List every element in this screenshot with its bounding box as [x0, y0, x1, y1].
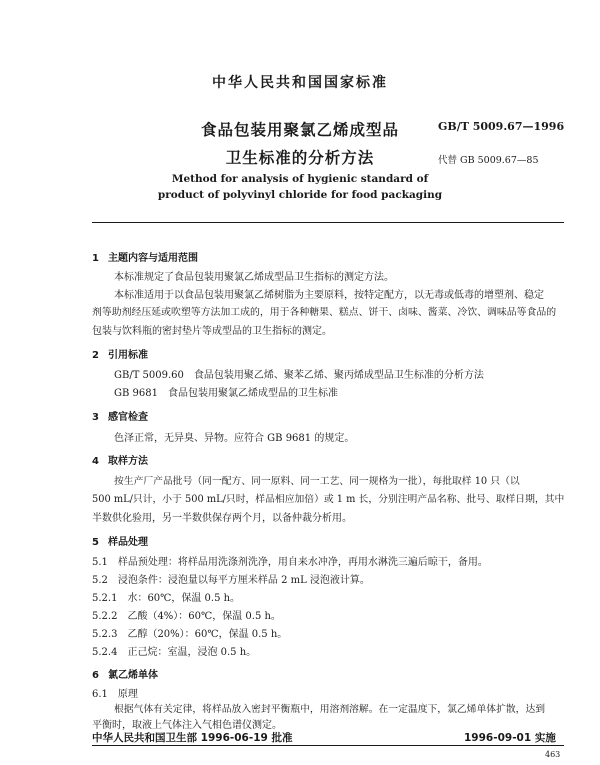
english-title-line2: product of polyvinyl chloride for food packaging [157, 189, 443, 201]
footer-divider [92, 745, 564, 746]
section-title: 主题内容与适用范围 [108, 253, 198, 264]
section-6-heading [92, 666, 158, 681]
clause-5-2-4: 5.2.4 正己烷：室温，浸泡 0.5 h。 [92, 647, 257, 658]
section-1-paragraph-2-line3: 包装与饮料瓶的密封垫片等成型品的卫生指标的测定。 [92, 326, 332, 337]
replaces-standard: 代替 GB 5009.67—85 [438, 155, 539, 166]
english-title-line1: Method for analysis of hygienic standard of [171, 173, 429, 185]
section-5-heading [92, 533, 148, 548]
section-1-paragraph-1: 本标准规定了食品包装用聚氯乙烯成型品卫生指标的测定方法。 [114, 272, 394, 283]
section-4-line3: 半数供化验用，另一半数供保存两个月，以备仲裁分析用。 [92, 513, 352, 524]
section-title: 氯乙烯单体 [108, 670, 158, 681]
page-number: 463 [545, 750, 561, 759]
section-4-heading [92, 452, 148, 467]
section-4-line2: 500 mL/只计，小于 500 mL/只时，样品相应加倍）或 1 m 长，分别注明产品名称、批号、取样日期，其中 [92, 494, 565, 505]
section-1-paragraph-2-line1: 本标准适用于以食品包装用聚氯乙烯树脂为主要原料，按特定配方，以无毒或低毒的增塑剂、稳定 [114, 290, 544, 301]
clause-5-1: 5.1 样品预处理：将样品用洗涤剂洗净，用自来水冲净，再用水淋洗三遍后晾干，备用。 [92, 557, 488, 568]
reference-standard-2: GB 9681 食品包装用聚氯乙烯成型品的卫生标准 [114, 388, 338, 399]
clause-5-2-3: 5.2.3 乙醇（20%）：60℃，保温 0.5 h。 [92, 629, 288, 640]
section-1-heading [92, 249, 198, 264]
section-number: 3 [92, 412, 99, 423]
section-number: 1 [92, 253, 99, 264]
section-2-heading [92, 346, 148, 361]
clause-6-1: 6.1 原理 [92, 689, 138, 700]
section-3-heading [92, 408, 148, 423]
section-3-paragraph: 色泽正常，无异臭、异物。应符合 GB 9681 的规定。 [114, 433, 355, 444]
section-number: 2 [92, 350, 99, 361]
section-number: 5 [92, 537, 99, 548]
section-title: 样品处理 [108, 537, 148, 548]
clause-5-2-2: 5.2.2 乙酸（4%）：60℃，保温 0.5 h。 [92, 611, 281, 622]
effective-date: 1996-09-01 实施 [464, 732, 556, 744]
approval-date: 中华人民共和国卫生部 1996-06-19 批准 [92, 732, 293, 744]
clause-5-2: 5.2 浸泡条件：浸泡量以每平方厘米样品 2 mL 浸泡液计算。 [92, 575, 370, 586]
section-6-line2: 平衡时，取液上气体注入气相色谱仪测定。 [92, 720, 282, 731]
section-title: 引用标准 [108, 350, 148, 361]
document-title-line1: 食品包装用聚氯乙烯成型品 [200, 121, 399, 139]
section-1-paragraph-2-line2: 剂等助剂经压延或吹塑等方法加工成的，用于各种糖果、糕点、饼干、卤味、酱菜、冷饮、调味品等食品的 [92, 307, 557, 318]
section-4-line1: 按生产厂产品批号（同一配方、同一原料、同一工艺、同一规格为一批），每批取样 10 只（以 [114, 476, 520, 487]
section-number: 4 [92, 456, 99, 467]
section-6-line1: 根据气体有关定律，将样品放入密封平衡瓶中，用溶剂溶解。在一定温度下，氯乙烯单体扩散，达到 [114, 704, 546, 715]
section-number: 6 [92, 670, 99, 681]
document-title-line2: 卫生标准的分析方法 [225, 149, 375, 167]
standard-number: GB/T 5009.67—1996 [438, 120, 565, 133]
section-title: 取样方法 [108, 456, 148, 467]
header-divider [92, 222, 564, 223]
clause-5-2-1: 5.2.1 水：60℃，保温 0.5 h。 [92, 593, 241, 604]
section-title: 感官检查 [108, 412, 148, 423]
issuing-authority-heading: 中华人民共和国国家标准 [212, 75, 388, 91]
reference-standard-1: GB/T 5009.60 食品包装用聚乙烯、聚苯乙烯、聚丙烯成型品卫生标准的分析方法 [114, 370, 484, 381]
